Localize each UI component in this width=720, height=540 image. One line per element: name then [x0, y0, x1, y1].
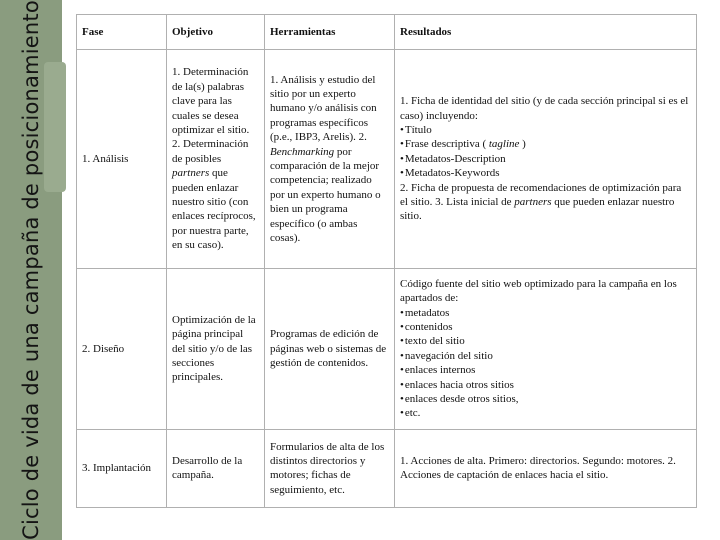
results-diseno-list — [400, 306, 691, 421]
tools-analisis: 1. Análisis y estudio del sitio por un experto humano y/o análisis con programas específicos (p.e., IBP3, Arelis). 2. Benchmarking por comparación de la mejor competencia; realizado por un experto humano o bien un programa específico (o ambas cosas). — [265, 50, 395, 269]
header-fase: Fase — [77, 15, 167, 50]
header-herramientas: Herramientas — [265, 15, 395, 50]
phase-diseno: 2. Diseño — [77, 268, 167, 429]
list-item: • enlaces desde otros sitios, — [400, 392, 691, 406]
table-row-diseno — [77, 268, 697, 429]
lifecycle-table — [76, 14, 697, 508]
results-diseno-intro: Código fuente del sitio web optimizado para la campaña en los apartados de: — [400, 277, 677, 305]
list-item: • Frase descriptiva ( tagline ) — [400, 137, 691, 151]
list-item: • Título — [400, 123, 691, 137]
results-analisis-list — [400, 123, 691, 181]
phase-implantacion: 3. Implantación — [77, 429, 167, 507]
results-analisis-line1: 1. Ficha de identidad del sitio (y de cada sección principal si es el caso) incluyendo: — [400, 95, 689, 122]
results-diseno — [395, 268, 697, 429]
results-analisis-line2: 2. Ficha de propuesta de recomendaciones de optimización para el sitio. 3. Lista inicial de partners que pueden enlazar nuestro sitio. — [400, 181, 682, 223]
list-item: • enlaces internos — [400, 363, 691, 377]
table-row-analisis — [77, 50, 697, 269]
list-item: • texto del sitio — [400, 334, 691, 348]
header-objetivo: Objetivo — [167, 15, 265, 50]
vertical-title: Ciclo de vida de una campaña de posicionamiento — [19, 0, 43, 540]
list-item: • enlaces hacia otros sitios — [400, 378, 691, 392]
list-item: • navegación del sitio — [400, 349, 691, 363]
phase-analisis: 1. Análisis — [77, 50, 167, 269]
list-item: • Metadatos-Keywords — [400, 166, 691, 180]
header-resultados: Resultados — [395, 15, 697, 50]
objective-analisis: 1. Determinación de la(s) palabras clave para las cuales se desea optimizar el sitio. 2. Determinación de posibles partners que pueden enlazar nuestro sitio (con enlaces recíprocos, por nuestra parte, en su caso). — [167, 50, 265, 269]
results-implantacion: 1. Acciones de alta. Primero: directorios. Segundo: motores. 2. Acciones de captación de enlaces hacia el sitio. — [395, 429, 697, 507]
list-item: • metadatos — [400, 306, 691, 320]
table-row-implantacion — [77, 429, 697, 507]
objective-diseno: Optimización de la página principal del sitio y/o de las secciones principales. — [167, 268, 265, 429]
tools-diseno: Programas de edición de páginas web o sistemas de gestión de contenidos. — [265, 268, 395, 429]
list-item: • Metadatos-Description — [400, 152, 691, 166]
tools-implantacion: Formularios de alta de los distintos directorios y motores; fichas de seguimiento, etc. — [265, 429, 395, 507]
list-item: • contenidos — [400, 320, 691, 334]
objective-implantacion: Desarrollo de la campaña. — [167, 429, 265, 507]
results-analisis — [395, 50, 697, 269]
table-header-row — [77, 15, 697, 50]
vertical-title-wrapper — [0, 0, 62, 540]
list-item: • etc. — [400, 406, 691, 420]
